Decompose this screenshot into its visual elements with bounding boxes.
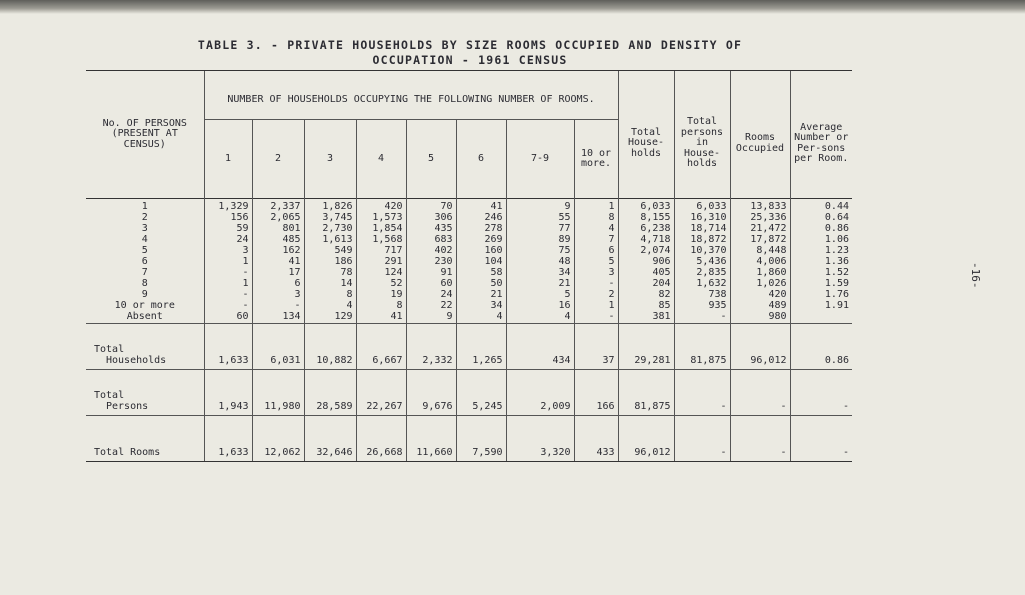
table-cell: -: [204, 301, 252, 312]
totals-label-line-1: Total Rooms: [94, 446, 161, 458]
table-row: [86, 224, 852, 235]
table-cell: -: [790, 370, 852, 416]
table-cell: 17: [252, 268, 304, 279]
table-cell: 4: [304, 301, 356, 312]
rooms-col-header: 7-9: [506, 120, 574, 199]
table-cell: 186: [304, 257, 356, 268]
table-cell: 420: [730, 290, 790, 301]
table-cell: 2,065: [252, 213, 304, 224]
table-cell: 433: [574, 416, 618, 462]
table-cell: 3: [204, 246, 252, 257]
table-cell: 41: [456, 199, 506, 214]
table-cell: -: [204, 268, 252, 279]
table-cell: 28,589: [304, 370, 356, 416]
table-cell: 1,826: [304, 199, 356, 214]
page-number: -16-: [969, 262, 982, 289]
table-cell: 230: [406, 257, 456, 268]
table-cell: 162: [252, 246, 304, 257]
table-cell: 81,875: [674, 324, 730, 370]
table-cell: 77: [506, 224, 574, 235]
table-cell: 3: [252, 290, 304, 301]
row-label: Absent: [126, 311, 163, 322]
table-cell: 8: [304, 290, 356, 301]
totals-label-line-1: Total: [94, 390, 125, 401]
row-label: 2: [141, 212, 148, 223]
table-cell: 81,875: [618, 370, 674, 416]
table-cell: 1: [204, 257, 252, 268]
table-row: [86, 213, 852, 224]
households-table: [86, 70, 852, 462]
table-cell: 1.59: [790, 279, 852, 290]
table-cell: 8,155: [618, 213, 674, 224]
table-cell: 2,332: [406, 324, 456, 370]
table-cell: 10,882: [304, 324, 356, 370]
table-cell: 9,676: [406, 370, 456, 416]
table-cell: 306: [406, 213, 456, 224]
table-cell: -: [674, 416, 730, 462]
table-cell: 1.36: [790, 257, 852, 268]
table-cell: 10,370: [674, 246, 730, 257]
table-cell: 935: [674, 301, 730, 312]
rooms-col-header: 10 or more.: [574, 120, 618, 199]
table-cell: 2,835: [674, 268, 730, 279]
table-cell: 381: [618, 312, 674, 324]
table-cell: 2,009: [506, 370, 574, 416]
persons-header: No. OF PERSONS (PRESENT AT CENSUS): [86, 71, 204, 199]
table-cell: 4,006: [730, 257, 790, 268]
table-cell: [790, 312, 852, 324]
table-cell: 59: [204, 224, 252, 235]
table-cell: 11,980: [252, 370, 304, 416]
table-cell: 5,245: [456, 370, 506, 416]
table-cell: 4: [456, 312, 506, 324]
table-cell: 29,281: [618, 324, 674, 370]
table-cell: 6,667: [356, 324, 406, 370]
table-cell: 85: [618, 301, 674, 312]
table-cell: 96,012: [730, 324, 790, 370]
row-label: 1: [86, 199, 204, 214]
total-households-header: Total House-holds: [618, 71, 674, 199]
table-cell: 246: [456, 213, 506, 224]
table-cell: 166: [574, 370, 618, 416]
table-cell: 6,033: [618, 199, 674, 214]
table-cell: 21: [456, 290, 506, 301]
table-cell: 1: [204, 279, 252, 290]
table-cell: 156: [204, 213, 252, 224]
table-cell: 6,031: [252, 324, 304, 370]
table-cell: 34: [456, 301, 506, 312]
rooms-col-header: 3: [304, 120, 356, 199]
rooms-col-header: 4: [356, 120, 406, 199]
table-cell: 683: [406, 235, 456, 246]
table-cell: 32,646: [304, 416, 356, 462]
table-title: [110, 38, 830, 68]
table-cell: 3: [574, 268, 618, 279]
table-cell: 3,320: [506, 416, 574, 462]
table-cell: 4: [574, 224, 618, 235]
row-label: 6: [141, 256, 148, 267]
table-row: [86, 290, 852, 301]
table-cell: 980: [730, 312, 790, 324]
totals-row: [86, 370, 852, 416]
table-cell: 25,336: [730, 213, 790, 224]
table-row: [86, 199, 852, 214]
table-cell: 9: [406, 312, 456, 324]
table-cell: 0.44: [790, 199, 852, 214]
totals-label-line-2: Households: [106, 354, 167, 366]
table-cell: 1,265: [456, 324, 506, 370]
table-cell: 21,472: [730, 224, 790, 235]
row-label: 10 or more: [114, 300, 175, 311]
table-row: [86, 246, 852, 257]
table-cell: -: [790, 416, 852, 462]
table-cell: 82: [618, 290, 674, 301]
totals-row: [86, 416, 852, 462]
row-label: 5: [141, 245, 148, 256]
page-edge-shadow: [0, 0, 1025, 14]
table-cell: -: [574, 279, 618, 290]
table-cell: 1.76: [790, 290, 852, 301]
table-cell: 1,026: [730, 279, 790, 290]
table-cell: 0.86: [790, 224, 852, 235]
table-cell: 1,573: [356, 213, 406, 224]
table-cell: 278: [456, 224, 506, 235]
table-cell: 1.23: [790, 246, 852, 257]
table-cell: -: [730, 416, 790, 462]
table-cell: 12,062: [252, 416, 304, 462]
table-cell: 9: [506, 199, 574, 214]
table-cell: 8: [356, 301, 406, 312]
table-cell: 124: [356, 268, 406, 279]
table-cell: 204: [618, 279, 674, 290]
table-cell: 738: [674, 290, 730, 301]
table-cell: 91: [406, 268, 456, 279]
rooms-group-header: NUMBER OF HOUSEHOLDS OCCUPYING THE FOLLOWING NUMBER OF ROOMS.: [204, 71, 618, 120]
table-cell: 58: [456, 268, 506, 279]
table-row: [86, 279, 852, 290]
table-cell: 78: [304, 268, 356, 279]
table-row: [86, 235, 852, 246]
table-cell: 96,012: [618, 416, 674, 462]
row-label: 9: [141, 289, 148, 300]
rooms-col-header: 5: [406, 120, 456, 199]
table-cell: 41: [356, 312, 406, 324]
table-cell: 24: [204, 235, 252, 246]
table-cell: 6: [252, 279, 304, 290]
table-cell: 1,568: [356, 235, 406, 246]
table-cell: 485: [252, 235, 304, 246]
table-cell: 22: [406, 301, 456, 312]
table-cell: 6,033: [674, 199, 730, 214]
table-cell: 1,613: [304, 235, 356, 246]
table-cell: 26,668: [356, 416, 406, 462]
table-cell: 2,337: [252, 199, 304, 214]
table-cell: 1,633: [204, 324, 252, 370]
table-cell: 2: [574, 290, 618, 301]
table-cell: 3,745: [304, 213, 356, 224]
table-cell: 1: [574, 301, 618, 312]
totals-label-line-1: Total: [94, 344, 125, 355]
row-label: 4: [141, 234, 148, 245]
table-cell: 75: [506, 246, 574, 257]
table-cell: 434: [506, 324, 574, 370]
table-cell: -: [674, 370, 730, 416]
table-cell: 16: [506, 301, 574, 312]
table-cell: 4: [506, 312, 574, 324]
table-cell: 1,860: [730, 268, 790, 279]
average-header: Average Number or Per-sons per Room.: [790, 71, 852, 199]
totals-label: [86, 324, 204, 370]
table-cell: 48: [506, 257, 574, 268]
table-cell: -: [252, 301, 304, 312]
table-cell: 269: [456, 235, 506, 246]
rooms-occupied-header: Rooms Occupied: [730, 71, 790, 199]
table-cell: 18,714: [674, 224, 730, 235]
table-cell: 405: [618, 268, 674, 279]
totals-label: [86, 370, 204, 416]
table-cell: 7: [574, 235, 618, 246]
table-cell: 14: [304, 279, 356, 290]
table-cell: 60: [204, 312, 252, 324]
table-cell: 1: [574, 199, 618, 214]
table-cell: 801: [252, 224, 304, 235]
table-cell: 104: [456, 257, 506, 268]
table-cell: 1.52: [790, 268, 852, 279]
table-cell: 19: [356, 290, 406, 301]
rooms-col-header: 1: [204, 120, 252, 199]
table-cell: 717: [356, 246, 406, 257]
totals-label-line-2: Persons: [106, 400, 149, 412]
table-cell: 549: [304, 246, 356, 257]
table-row: [86, 257, 852, 268]
table-cell: 4,718: [618, 235, 674, 246]
table-cell: 52: [356, 279, 406, 290]
table-cell: 21: [506, 279, 574, 290]
table-cell: -: [730, 370, 790, 416]
table-cell: 291: [356, 257, 406, 268]
table-cell: 2,074: [618, 246, 674, 257]
table-cell: -: [204, 290, 252, 301]
table-cell: 402: [406, 246, 456, 257]
table-row: [86, 268, 852, 279]
row-label: 3: [141, 223, 148, 234]
table-cell: 5: [506, 290, 574, 301]
table-cell: 0.86: [790, 324, 852, 370]
table-cell: 24: [406, 290, 456, 301]
total-persons-header: Total persons in House-holds: [674, 71, 730, 199]
table-cell: 50: [456, 279, 506, 290]
table-cell: 5,436: [674, 257, 730, 268]
table-cell: 420: [356, 199, 406, 214]
table-cell: 1,632: [674, 279, 730, 290]
table-cell: 18,872: [674, 235, 730, 246]
table-cell: 1,943: [204, 370, 252, 416]
table-cell: 1,329: [204, 199, 252, 214]
table-cell: 8,448: [730, 246, 790, 257]
table-row: [86, 301, 852, 312]
table-cell: 0.64: [790, 213, 852, 224]
table-cell: 6: [574, 246, 618, 257]
table-cell: 22,267: [356, 370, 406, 416]
table-cell: 17,872: [730, 235, 790, 246]
table-cell: 435: [406, 224, 456, 235]
table-cell: 5: [574, 257, 618, 268]
rooms-col-header: 6: [456, 120, 506, 199]
table-cell: 37: [574, 324, 618, 370]
title-line-2: OCCUPATION - 1961 CENSUS: [372, 53, 568, 67]
table-cell: 11,660: [406, 416, 456, 462]
table-cell: 489: [730, 301, 790, 312]
title-line-1: TABLE 3. - PRIVATE HOUSEHOLDS BY SIZE ROOMS OCCUPIED AND DENSITY OF: [197, 38, 743, 52]
table-cell: 906: [618, 257, 674, 268]
table-cell: 1,633: [204, 416, 252, 462]
table-cell: 16,310: [674, 213, 730, 224]
table-cell: 2,730: [304, 224, 356, 235]
table-cell: 13,833: [730, 199, 790, 214]
table-cell: -: [574, 312, 618, 324]
totals-label: [86, 416, 204, 462]
table-cell: -: [674, 312, 730, 324]
table-cell: 1,854: [356, 224, 406, 235]
table-cell: 70: [406, 199, 456, 214]
table-row: [86, 312, 852, 324]
row-label: 8: [141, 278, 148, 289]
table-cell: 41: [252, 257, 304, 268]
table-cell: 134: [252, 312, 304, 324]
table-cell: 89: [506, 235, 574, 246]
table-cell: 8: [574, 213, 618, 224]
table-cell: 1.91: [790, 301, 852, 312]
table-cell: 1.06: [790, 235, 852, 246]
table-cell: 60: [406, 279, 456, 290]
table-cell: 34: [506, 268, 574, 279]
row-label: 7: [141, 267, 148, 278]
table-cell: 55: [506, 213, 574, 224]
table-cell: 129: [304, 312, 356, 324]
totals-row: [86, 324, 852, 370]
table-cell: 160: [456, 246, 506, 257]
rooms-col-header: 2: [252, 120, 304, 199]
table-cell: 7,590: [456, 416, 506, 462]
table-cell: 6,238: [618, 224, 674, 235]
